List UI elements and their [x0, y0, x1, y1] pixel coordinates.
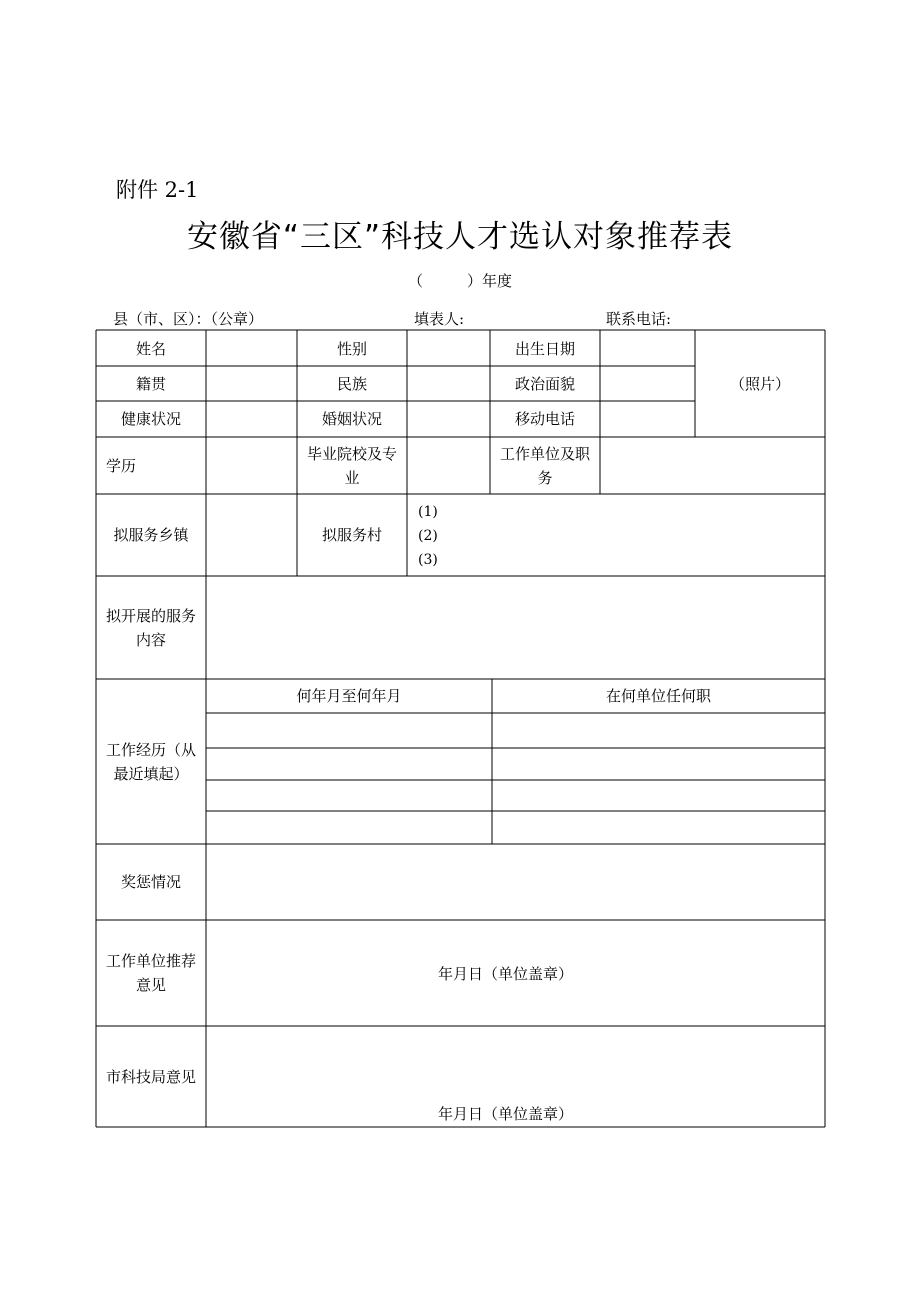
- input-ethnic[interactable]: [407, 366, 490, 401]
- input-politics[interactable]: [600, 366, 695, 401]
- label-native: 籍贯: [135, 374, 166, 393]
- year-label: 年度: [482, 272, 513, 290]
- label-service-content: 拟开展的服务内容: [105, 606, 196, 649]
- label-health: 健康状况: [120, 410, 181, 428]
- input-health[interactable]: [206, 401, 297, 437]
- page-title: 安徽省“三区”科技人才选认对象推荐表: [186, 219, 734, 255]
- input-unit-opinion[interactable]: [206, 920, 825, 1026]
- label-work-unit-title: 工作单位及职务: [499, 444, 590, 487]
- input-bureau-opinion[interactable]: [206, 1026, 825, 1127]
- history-period-3[interactable]: [206, 780, 492, 811]
- input-school-major[interactable]: [407, 437, 490, 494]
- header-position: 在何单位任何职: [605, 687, 711, 705]
- phone-field: 联系电话:: [606, 310, 672, 328]
- label-work-history: 工作经历（从最近填起）: [105, 740, 196, 783]
- village-item-3: (3): [418, 552, 438, 568]
- header-period: 何年月至何年月: [296, 687, 402, 705]
- input-gender[interactable]: [407, 331, 490, 366]
- history-position-4[interactable]: [492, 811, 825, 844]
- year-paren-close: ）: [466, 272, 482, 290]
- history-period-2[interactable]: [206, 748, 492, 780]
- county-field: 县（市、区）：（公章）: [113, 310, 264, 328]
- label-bureau-opinion: 市科技局意见: [105, 1067, 196, 1086]
- label-marriage: 婚姻状况: [321, 410, 382, 428]
- label-school-major: 毕业院校及专业: [306, 444, 397, 487]
- input-birth[interactable]: [600, 331, 695, 366]
- village-item-1: (1): [418, 504, 438, 520]
- history-position-1[interactable]: [492, 713, 825, 748]
- village-item-2: (2): [418, 528, 438, 544]
- input-rewards[interactable]: [206, 844, 825, 920]
- input-work-unit-title[interactable]: [600, 437, 825, 494]
- label-unit-opinion: 工作单位推荐意见: [105, 952, 196, 994]
- photo-box[interactable]: （照片）: [729, 375, 790, 393]
- filler-field: 填表人:: [414, 310, 465, 328]
- history-period-1[interactable]: [206, 713, 492, 748]
- label-mobile: 移动电话: [514, 410, 575, 428]
- unit-stamp-line: 年月日（单位盖章）: [438, 965, 574, 983]
- input-name[interactable]: [206, 331, 297, 366]
- label-rewards: 奖惩情况: [120, 873, 181, 891]
- input-mobile[interactable]: [600, 401, 695, 437]
- label-town: 拟服务乡镇: [113, 526, 189, 544]
- label-politics: 政治面貌: [514, 374, 575, 393]
- history-position-3[interactable]: [492, 780, 825, 811]
- label-ethnic: 民族: [336, 374, 367, 393]
- input-service-content[interactable]: [206, 576, 825, 679]
- input-town[interactable]: [206, 494, 297, 576]
- label-education: 学历: [106, 456, 137, 475]
- bureau-stamp-line: 年月日（单位盖章）: [438, 1105, 574, 1123]
- input-education[interactable]: [206, 437, 297, 494]
- label-birth: 出生日期: [514, 339, 575, 358]
- annex-label: 附件 2-1: [116, 178, 199, 202]
- input-native[interactable]: [206, 366, 297, 401]
- label-gender: 性别: [336, 339, 367, 358]
- history-period-4[interactable]: [206, 811, 492, 844]
- history-position-2[interactable]: [492, 748, 825, 780]
- label-name: 姓名: [135, 339, 166, 358]
- year-paren-open: （: [407, 272, 423, 290]
- input-marriage[interactable]: [407, 401, 490, 437]
- label-village: 拟服务村: [321, 526, 382, 544]
- village-list[interactable]: [418, 500, 438, 572]
